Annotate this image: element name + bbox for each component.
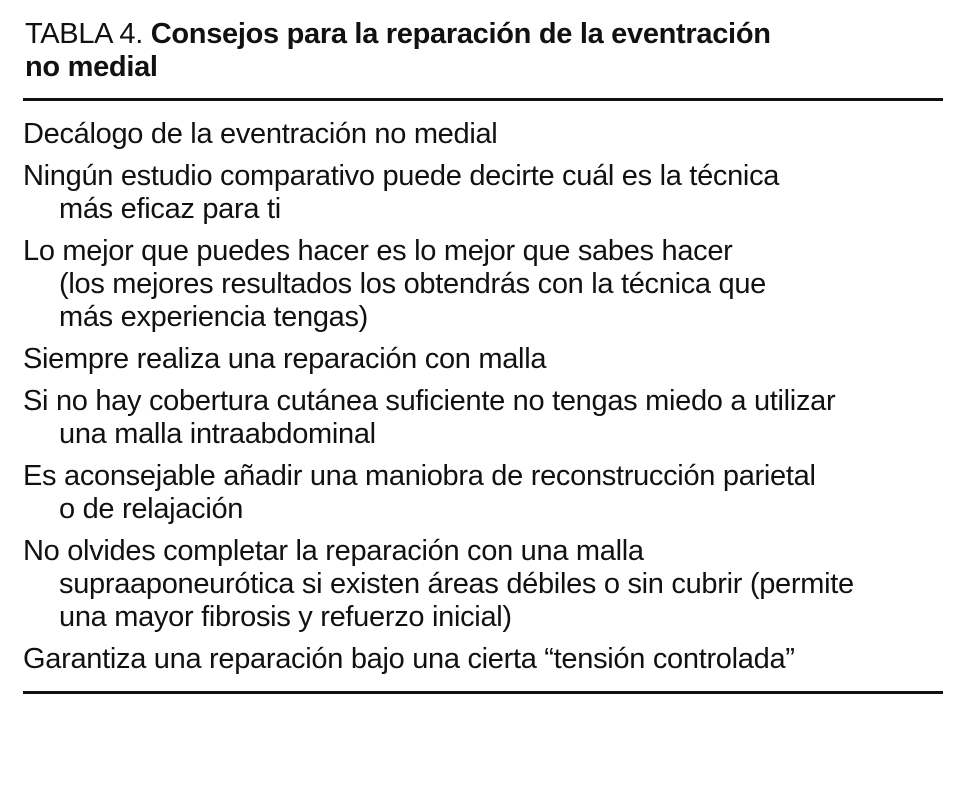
table-label: TABLA 4. [25,18,143,50]
table-row-8: Garantiza una reparación bajo una cierta “tensión controlada” [23,643,795,675]
table-row-4: Siempre realiza una reparación con malla [23,343,547,375]
table-row-2: Ningún estudio comparativo puede decirte cuál es la técnica más eficaz para ti [23,160,780,225]
table-row-1: Decálogo de la eventración no medial [23,118,498,150]
table-row-7: No olvides completar la reparación con una malla supraaponeurótica si existen áreas débiles o sin cubrir (permite una mayor fibrosis y refuerzo inicial) [23,535,854,633]
table-body [23,118,943,676]
table-container [23,18,943,694]
table-title-line-2: no medial [25,51,158,83]
table-title-line-1: Consejos para la reparación de la eventración [150,18,771,50]
table-title [23,18,943,84]
table-row-3: Lo mejor que puedes hacer es lo mejor que sabes hacer (los mejores resultados los obtendrás con la técnica que más experiencia tengas) [23,235,766,333]
table-row-6: Es aconsejable añadir una maniobra de reconstrucción parietal o de relajación [23,460,816,525]
top-divider [23,98,943,101]
table-row-5: Si no hay cobertura cutánea suficiente no tengas miedo a utilizar una malla intraabdominal [23,385,836,450]
bottom-divider [23,691,943,694]
